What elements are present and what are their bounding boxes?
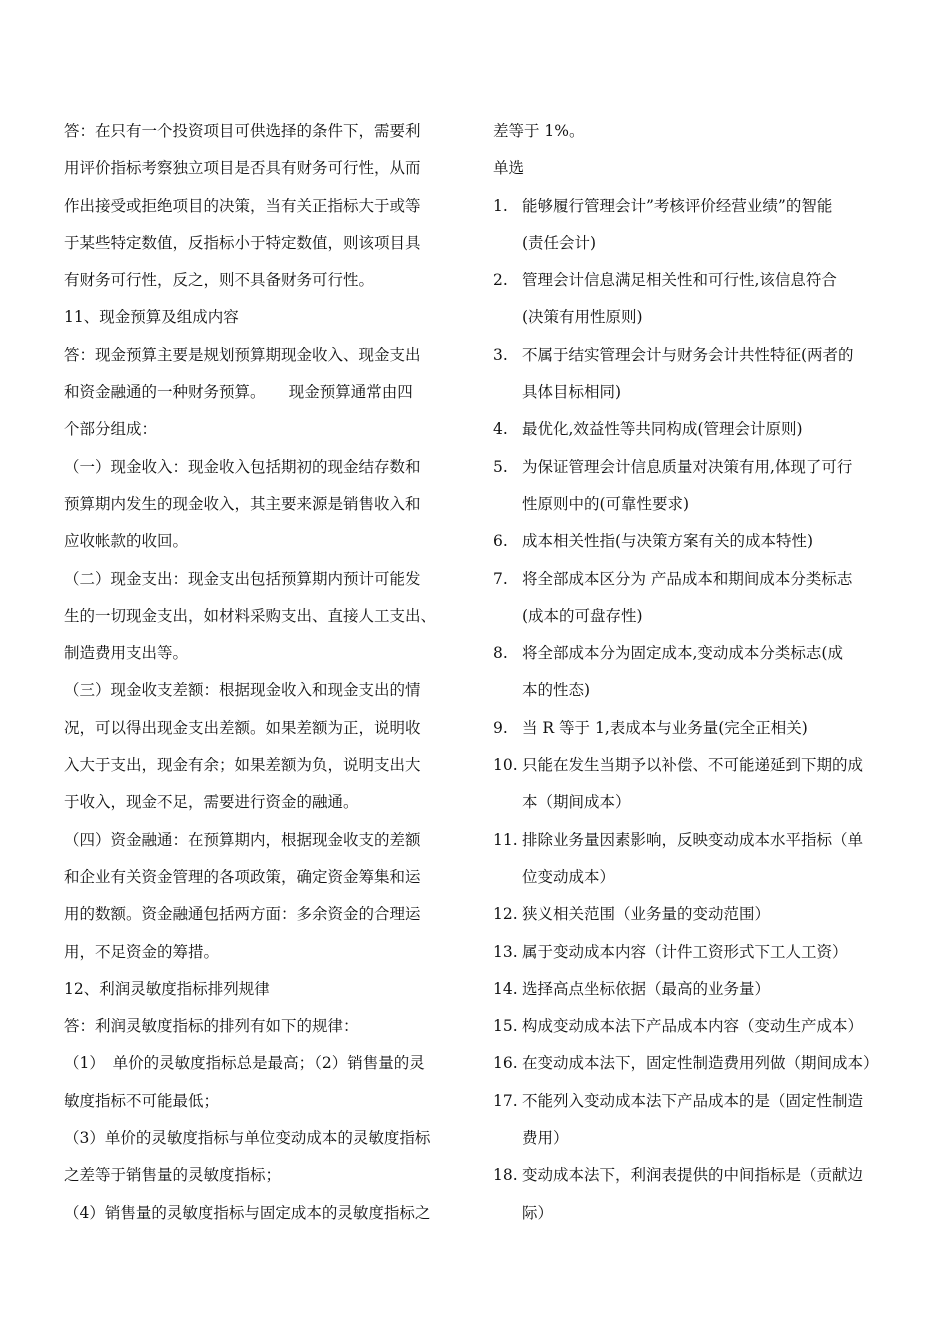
text-line: 敏度指标不可能最低；	[64, 1091, 220, 1110]
left-column	[64, 113, 462, 1232]
text-line: 作出接受或拒绝项目的决策，当有关正指标大于或等	[64, 196, 421, 215]
text-line: （3）单价的灵敏度指标与单位变动成本的灵敏度指标	[64, 1129, 431, 1148]
text-line: 答：在只有一个投资项目可供选择的条件下，需要利	[64, 122, 421, 140]
item-number: 7.	[493, 569, 508, 588]
list-item	[493, 411, 893, 448]
item-line: 不属于结实管理会计与财务会计共性特征(两者的	[522, 345, 854, 364]
section-title: 单选	[493, 159, 525, 178]
text-line: 之差等于销售量的灵敏度指标；	[64, 1166, 282, 1185]
list-item	[493, 1008, 893, 1045]
item-number: 18.	[493, 1166, 518, 1185]
text-line: 入大于支出，现金有余；如果差额为负，说明支出大	[64, 756, 421, 775]
item-line: 成本相关性指(与决策方案有关的成本特性)	[522, 532, 814, 551]
text-line: （二）现金支出：现金支出包括预算期内预计可能发	[64, 569, 421, 588]
item-line: 最优化,效益性等共同构成(管理会计原则)	[522, 420, 803, 439]
item-number: 16.	[493, 1054, 518, 1073]
item-line: 位变动成本）	[522, 867, 616, 886]
right-column	[493, 113, 893, 1232]
item-line: (成本的可盘存性)	[522, 606, 643, 625]
text-line: 况，可以得出现金支出差额。如果差额为正，说明收	[64, 718, 421, 737]
item-number: 8.	[493, 644, 508, 663]
item-text	[522, 262, 893, 337]
item-text	[522, 971, 893, 1008]
item-line: 不能列入变动成本法下产品成本的是（固定性制造	[522, 1091, 864, 1110]
item-text	[522, 561, 893, 636]
text-line: 12、利润灵敏度指标排列规律	[64, 979, 270, 998]
list-item	[493, 635, 893, 710]
item-text	[522, 822, 893, 897]
item-number: 1.	[493, 196, 508, 215]
text-line: 答：现金预算主要是规划预算期现金收入、现金支出	[64, 345, 421, 364]
list-item	[493, 710, 893, 747]
item-line: (责任会计)	[522, 233, 597, 252]
item-line: 本（期间成本）	[522, 793, 631, 812]
text-line: 制造费用支出等。	[64, 644, 189, 663]
text-line: 预算期内发生的现金收入，其主要来源是销售收入和	[64, 494, 421, 513]
item-line: 当 R 等于 1,表成本与业务量(完全正相关)	[522, 718, 808, 737]
item-number: 4.	[493, 420, 508, 439]
item-line: 构成变动成本法下产品成本内容（变动生产成本）	[522, 1017, 864, 1036]
list-item	[493, 561, 893, 636]
item-line: 狭义相关范围（业务量的变动范围）	[522, 905, 771, 924]
list-item	[493, 188, 893, 263]
text-line: 生的一切现金支出，如材料采购支出、直接人工支出、	[64, 606, 437, 625]
list-item	[493, 1157, 893, 1232]
item-text	[522, 523, 893, 560]
text-line: 用评价指标考察独立项目是否具有财务可行性，从而	[64, 159, 421, 178]
item-number: 15.	[493, 1017, 518, 1036]
text-line: 和资金融通的一种财务预算。 现金预算通常由四	[64, 383, 413, 402]
list-item	[493, 1083, 893, 1158]
item-number: 3.	[493, 345, 508, 364]
continuation-text: 差等于 1%。	[493, 122, 585, 140]
item-number: 5.	[493, 457, 508, 476]
item-text	[522, 896, 893, 933]
item-line: 只能在发生当期予以补偿、不可能递延到下期的成	[522, 756, 864, 775]
item-line: 将全部成本区分为 产品成本和期间成本分类标志	[522, 569, 853, 588]
text-line: 于收入，现金不足，需要进行资金的融通。	[64, 793, 359, 812]
item-text	[522, 1083, 893, 1158]
item-text	[522, 449, 893, 524]
item-line: 排除业务量因素影响，反映变动成本水平指标（单	[522, 830, 864, 849]
item-line: 为保证管理会计信息质量对决策有用,体现了可行	[522, 457, 853, 476]
item-line: 具体目标相同)	[522, 383, 622, 402]
text-line: 于某些特定数值，反指标小于特定数值，则该项目具	[64, 233, 421, 252]
text-line: 答：利润灵敏度指标的排列有如下的规律：	[64, 1017, 359, 1036]
text-line: （四）资金融通：在预算期内，根据现金收支的差额	[64, 830, 421, 849]
text-line: 11、现金预算及组成内容	[64, 308, 239, 327]
item-number: 6.	[493, 532, 508, 551]
item-text	[522, 710, 893, 747]
item-text	[522, 747, 893, 822]
item-number: 2.	[493, 271, 508, 290]
item-number: 13.	[493, 942, 518, 961]
item-text	[522, 1157, 893, 1232]
text-line: （一）现金收入：现金收入包括期初的现金结存数和	[64, 457, 421, 476]
item-line: 管理会计信息满足相关性和可行性,该信息符合	[522, 271, 837, 290]
item-line: 本的性态)	[522, 681, 591, 700]
list-item	[493, 262, 893, 337]
item-number: 9.	[493, 718, 508, 737]
list-item	[493, 337, 893, 412]
list-item	[493, 747, 893, 822]
item-number: 14.	[493, 979, 518, 998]
list-item	[493, 934, 893, 971]
item-number: 17.	[493, 1091, 518, 1110]
item-text	[522, 411, 893, 448]
list-item	[493, 1045, 893, 1082]
item-line: 费用）	[522, 1129, 569, 1148]
list-item	[493, 971, 893, 1008]
question-list	[493, 188, 893, 1232]
item-text	[522, 635, 893, 710]
item-text	[522, 1008, 893, 1045]
text-line: 用的数额。资金融通包括两方面：多余资金的合理运	[64, 905, 421, 924]
list-item	[493, 523, 893, 560]
item-line: 在变动成本法下，固定性制造费用列做（期间成本）	[522, 1054, 879, 1073]
item-text	[522, 934, 893, 971]
item-text	[522, 337, 893, 412]
item-line: (决策有用性原则)	[522, 308, 643, 327]
list-item	[493, 896, 893, 933]
text-line: 个部分组成：	[64, 420, 158, 439]
item-number: 10.	[493, 756, 518, 775]
text-line: 有财务可行性，反之，则不具备财务可行性。	[64, 271, 375, 290]
item-line: 属于变动成本内容（计件工资形式下工人工资）	[522, 942, 848, 961]
text-line: 应收帐款的收回。	[64, 532, 189, 551]
item-text	[522, 1045, 893, 1082]
item-text	[522, 188, 893, 263]
item-line: 选择高点坐标依据（最高的业务量）	[522, 979, 771, 998]
list-item	[493, 449, 893, 524]
text-line: 用，不足资金的筹措。	[64, 942, 220, 961]
item-line: 将全部成本分为固定成本,变动成本分类标志(成	[522, 644, 843, 663]
item-line: 际）	[522, 1203, 554, 1222]
text-line: （1） 单价的灵敏度指标总是最高；（2）销售量的灵	[64, 1054, 425, 1073]
list-item	[493, 822, 893, 897]
item-line: 性原则中的(可靠性要求)	[522, 494, 690, 513]
item-number: 12.	[493, 905, 518, 924]
item-line: 变动成本法下，利润表提供的中间指标是（贡献边	[522, 1166, 864, 1185]
text-line: （4）销售量的灵敏度指标与固定成本的灵敏度指标之	[64, 1203, 431, 1222]
item-line: 能够履行管理会计”考核评价经营业绩”的智能	[522, 196, 833, 215]
text-line: （三）现金收支差额：根据现金收入和现金支出的情	[64, 681, 421, 700]
text-line: 和企业有关资金管理的各项政策，确定资金筹集和运	[64, 867, 421, 886]
item-number: 11.	[493, 830, 518, 849]
